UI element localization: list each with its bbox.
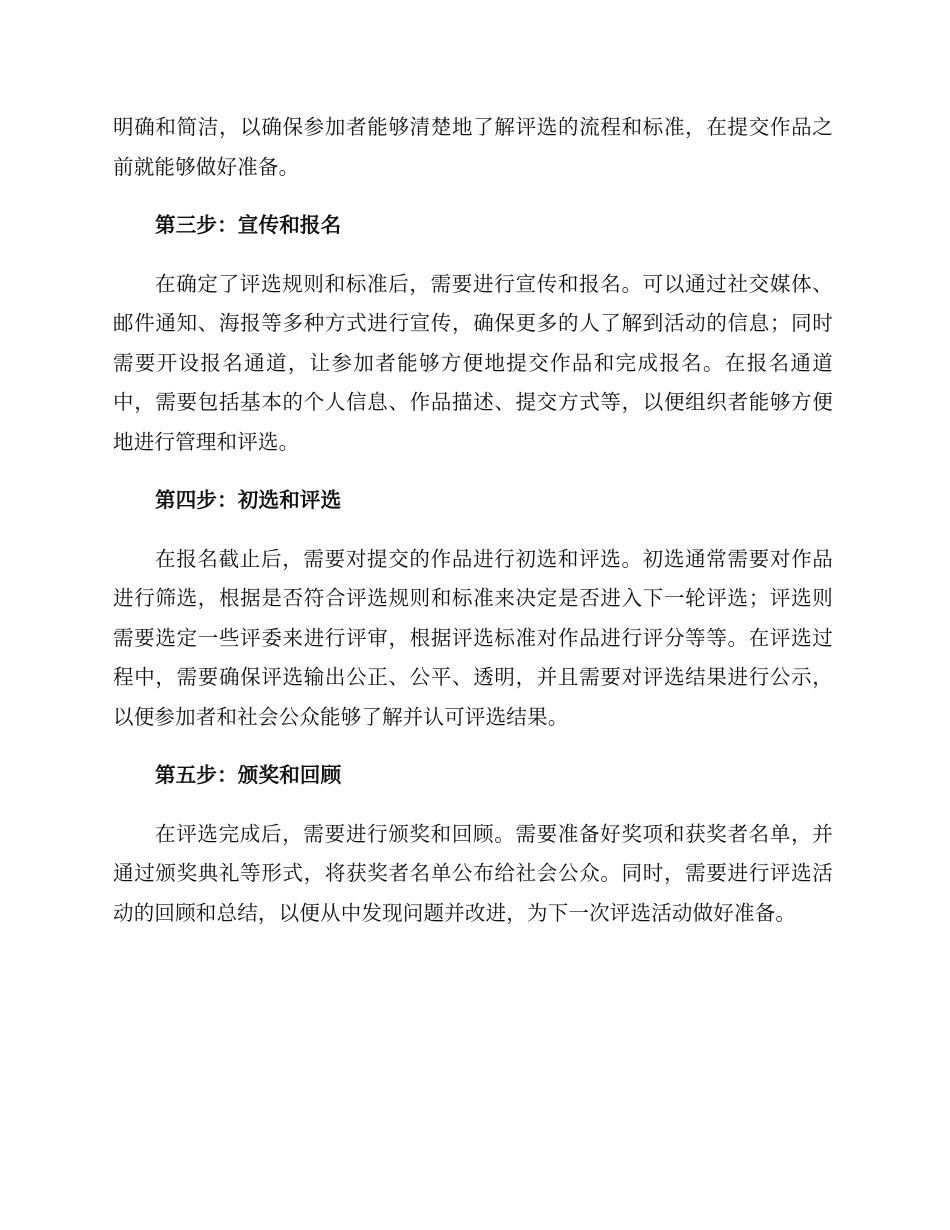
section-body-step-4: 在报名截止后，需要对提交的作品进行初选和评选。初选通常需要对作品进行筛选，根据是否符合评选规则和标准来决定是否进入下一轮评选；评选则需要选定一些评委来进行评审，根据评选标准对作品进行评分等等。在评选过程中，需要确保评选输出公正、公平、透明，并且需要对评选结果进行公示，以便参加者和社会公众能够了解并认可评选结果。 [113,546,833,729]
intro-paragraph: 明确和简洁，以确保参加者能够清楚地了解评选的流程和标准，在提交作品之前就能够做好准备。 [113,115,833,179]
document-page [113,108,833,933]
section-body-step-5: 在评选完成后，需要进行颁奖和回顾。需要准备好奖项和获奖者名单，并通过颁奖典礼等形式，将获奖者名单公布给社会公众。同时，需要进行评选活动的回顾和总结，以便从中发现问题并改进，为下一次评选活动做好准备。 [113,821,833,925]
section-heading-step-5: 第五步：颁奖和回顾 [155,763,342,787]
section-body-step-3: 在确定了评选规则和标准后，需要进行宣传和报名。可以通过社交媒体、邮件通知、海报等多种方式进行宣传，确保更多的人了解到活动的信息；同时需要开设报名通道，让参加者能够方便地提交作品和完成报名。在报名通道中，需要包括基本的个人信息、作品描述、提交方式等，以便组织者能够方便地进行管理和评选。 [113,271,833,454]
section-heading-step-3: 第三步：宣传和报名 [155,213,342,237]
section-heading-step-4: 第四步：初选和评选 [155,488,342,512]
